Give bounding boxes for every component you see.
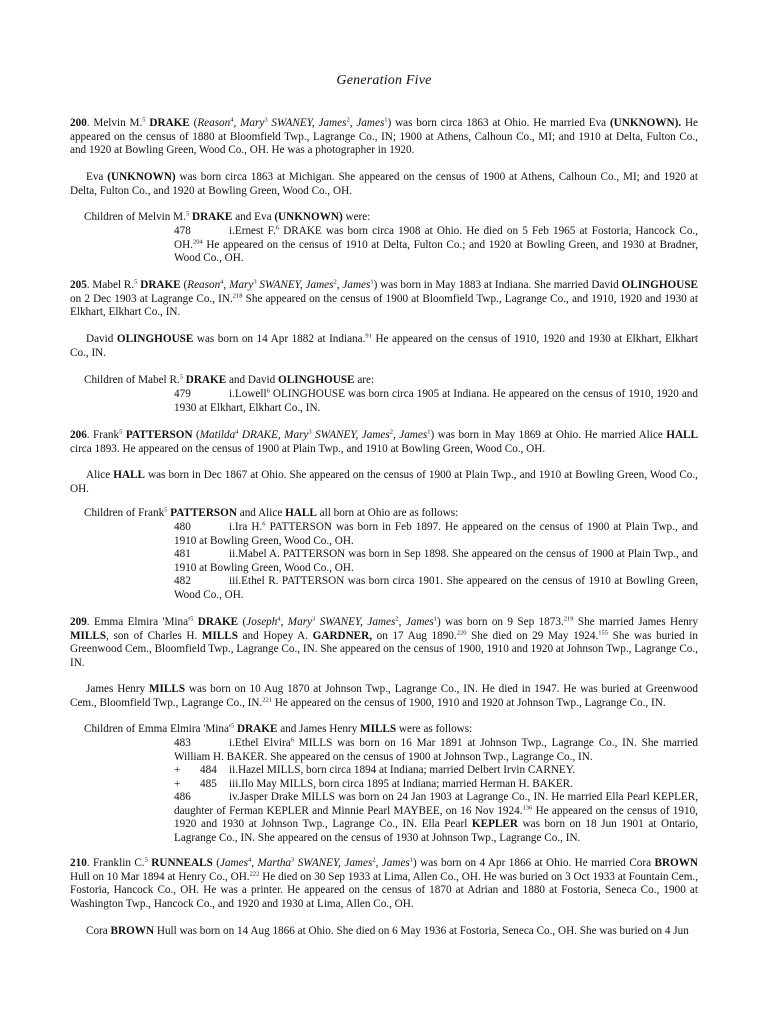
spouse-james: James Henry MILLS was born on 10 Aug 1870 at Johnson Twp., Lagrange Co., IN. He died in 1947. He was buried at Greenwood Cem., Bloomfield Twp., Lagrange Co., IN.$^{221}$ He appeared on the census of 1900, 1910 and 1920 at Johnson Twp., Lagrange Co., IN. [70, 683, 698, 709]
spouse-eva: Eva (UNKNOWN) was born circa 1863 at Michigan. She appeared on the census of 1900 at Athens, Calhoun Co., MI; and 1920 at Delta, Fulton Co., and 1920 at Bowling Green, Wood Co., OH. [70, 171, 698, 197]
entry-210: 210. Franklin C.$^5$ RUNNEALS (James$^4$, Martha$^3$ SWANEY, James$^2$, James$^1$) was born on 4 Apr 1866 at Ohio. He married Cora BROWN Hull on 10 Mar 1894 at Henry Co., OH.$^{222}$ He died on 30 Sep 1933 at Lima, Allen Co., OH. He was buried on 3 Oct 1933 at Fountain Cem., Fostoria, Hancock Co., OH. He was a printer. He appeared on the census of 1870 at Adrian and 1880 at Fostoria, Seneca Co., 1900 at Washington Twp., Hancock Co., and 1920 and 1930 at Lima, Allen Co., OH. [70, 856, 699, 911]
children-heading-209: Children of Emma Elmira '$Mina'^5$ DRAKE and James Henry MILLS were as follows: [84, 722, 473, 735]
child-480: 480 i.Ira H.$^6$ PATTERSON was born in Feb 1897. He appeared on the census of 1900 at Plain Twp., and 1910 at Bowling Green, Wood Co., OH. [174, 520, 698, 547]
child-486: 486 iv.Jasper Drake MILLS was born on 24 Jan 1903 at Lagrange Co., IN. He married Ella Pearl KEPLER, daughter of Ferman KEPLER and Minnie Pearl MAYBEE, on 16 Nov 1924.$^{136}$ He appeared on the census of 1910, 1920 and 1930 at Johnson Twp., Lagrange Co., IN. Ella Pearl KEPLER was born on 18 Jun 1901 at Ontario, Lagrange Co., IN. She appeared on the census of 1930 at Johnson Twp., Lagrange Co., IN. [174, 791, 698, 845]
spouse-cora: Cora BROWN Hull was born on 14 Aug 1866 at Ohio. She died on 6 May 1936 at Fostoria, Seneca Co., OH. She was buried on 4 Jun [86, 925, 689, 937]
child-481: 481 ii.Mabel A. PATTERSON was born in Sep 1898. She appeared on the census of 1900 at Plain Twp., and 1910 at Bowling Green, Wood Co., OH. [174, 548, 698, 574]
child-482: 482 iii.Ethel R. PATTERSON was born circa 1901. She appeared on the census of 1910 at Bowling Green, Wood Co., OH. [174, 575, 698, 601]
spouse-alice: Alice HALL was born in Dec 1867 at Ohio. She appeared on the census of 1900 at Plain Twp., and 1910 at Bowling Green, Wood Co., OH. [70, 469, 698, 495]
entry-209: 209. Emma Elmira '$Mina'^5$ DRAKE (Joseph$^4$, Mary$^3$ SWANEY, James$^2$, James$^1$) was born on 9 Sep 1873.$^{219}$ She married James Henry MILLS, son of Charles H. MILLS and Hopey A. GARDNER, on 17 Aug 1890.$^{220}$ She died on 29 May 1924.$^{155}$ She was buried in Greenwood Cem., Bloomfield Twp., Lagrange Co., IN. She appeared on the census of 1900, 1910 and 1920 at Johnson Twp., Lagrange Co., IN. [70, 615, 698, 670]
spouse-david: David OLINGHOUSE was born on 14 Apr 1882 at Indiana.$^{91}$ He appeared on the census of 1910, 1920 and 1930 at Elkhart, Elkhart Co., IN. [70, 332, 698, 359]
child-479: 479 i.Lowell$^6$ OLINGHOUSE was born circa 1905 at Indiana. He appeared on the census of 1910, 1920 and 1930 at Elkhart, Elkhart Co., IN. [174, 387, 698, 414]
children-heading-205: Children of Mabel R.$^5$ DRAKE and David OLINGHOUSE are: [84, 373, 375, 386]
entry-206: 206. Frank$^5$ PATTERSON (Matilda$^4$ DRAKE, Mary$^3$ SWANEY, James$^2$, James$^1$) was born in May 1869 at Ohio. He married Alice HALL circa 1893. He appeared on the census of 1900 at Plain Twp., and 1910 at Bowling Green, Wood Co., OH. [70, 428, 698, 455]
entry-200: 200. Melvin M.$^5$ DRAKE (Reason$^4$, Mary$^3$ SWANEY, James$^2$, James$^1$) was born circa 1863 at Ohio. He married Eva (UNKNOWN). He appeared on the census of 1880 at Bloomfield Twp., Lagrange Co., IN; 1900 at Athens, Calhoun Co., MI; and 1910 at Delta, Fulton Co., and 1920 at Bowling Green, Wood Co., OH. He was a photographer in 1920. [70, 116, 698, 157]
children-heading-206: Children of Frank$^5$ PATTERSON and Alice HALL all born at Ohio are as follows: [84, 506, 459, 519]
entry-205: 205. Mabel R.$^5$ DRAKE (Reason$^4$, Mary$^3$ SWANEY, James$^2$, James$^1$) was born in May 1883 at Indiana. She married David OLINGHOUSE on 2 Dec 1903 at Lagrange Co., IN.$^{218}$ She appeared on the census of 1900 at Bloomfield Twp., Lagrange Co., and 1910, 1920 and 1930 at Elkhart, Elkhart Co., IN. [70, 278, 698, 319]
child-483: 483 i.Ethel Elvira$^6$ MILLS was born on 16 Mar 1891 at Johnson Twp., Lagrange Co., IN. She married William H. BAKER. She appeared on the census of 1900 at Johnson Twp., Lagrange Co., IN. [174, 736, 698, 763]
child-485: + 485 iii.Ilo May MILLS, born circa 1895 at Indiana; married Herman H. BAKER. [174, 778, 573, 790]
children-heading-200: Children of Melvin M.$^5$ DRAKE and Eva (UNKNOWN) were: [84, 210, 371, 223]
child-478: 478 i.Ernest F.$^6$ DRAKE was born circa 1908 at Ohio. He died on 5 Feb 1965 at Fostoria, Hancock Co., OH.$^{204}$ He appeared on the census of 1910 at Delta, Fulton Co.; and 1920 at Bowling Green, and 1930 at Bradner, Wood Co., OH. [174, 224, 699, 265]
child-484: + 484 ii.Hazel MILLS, born circa 1894 at Indiana; married Delbert Irvin CARNEY. [174, 764, 576, 776]
page-title: Generation Five [336, 73, 432, 88]
